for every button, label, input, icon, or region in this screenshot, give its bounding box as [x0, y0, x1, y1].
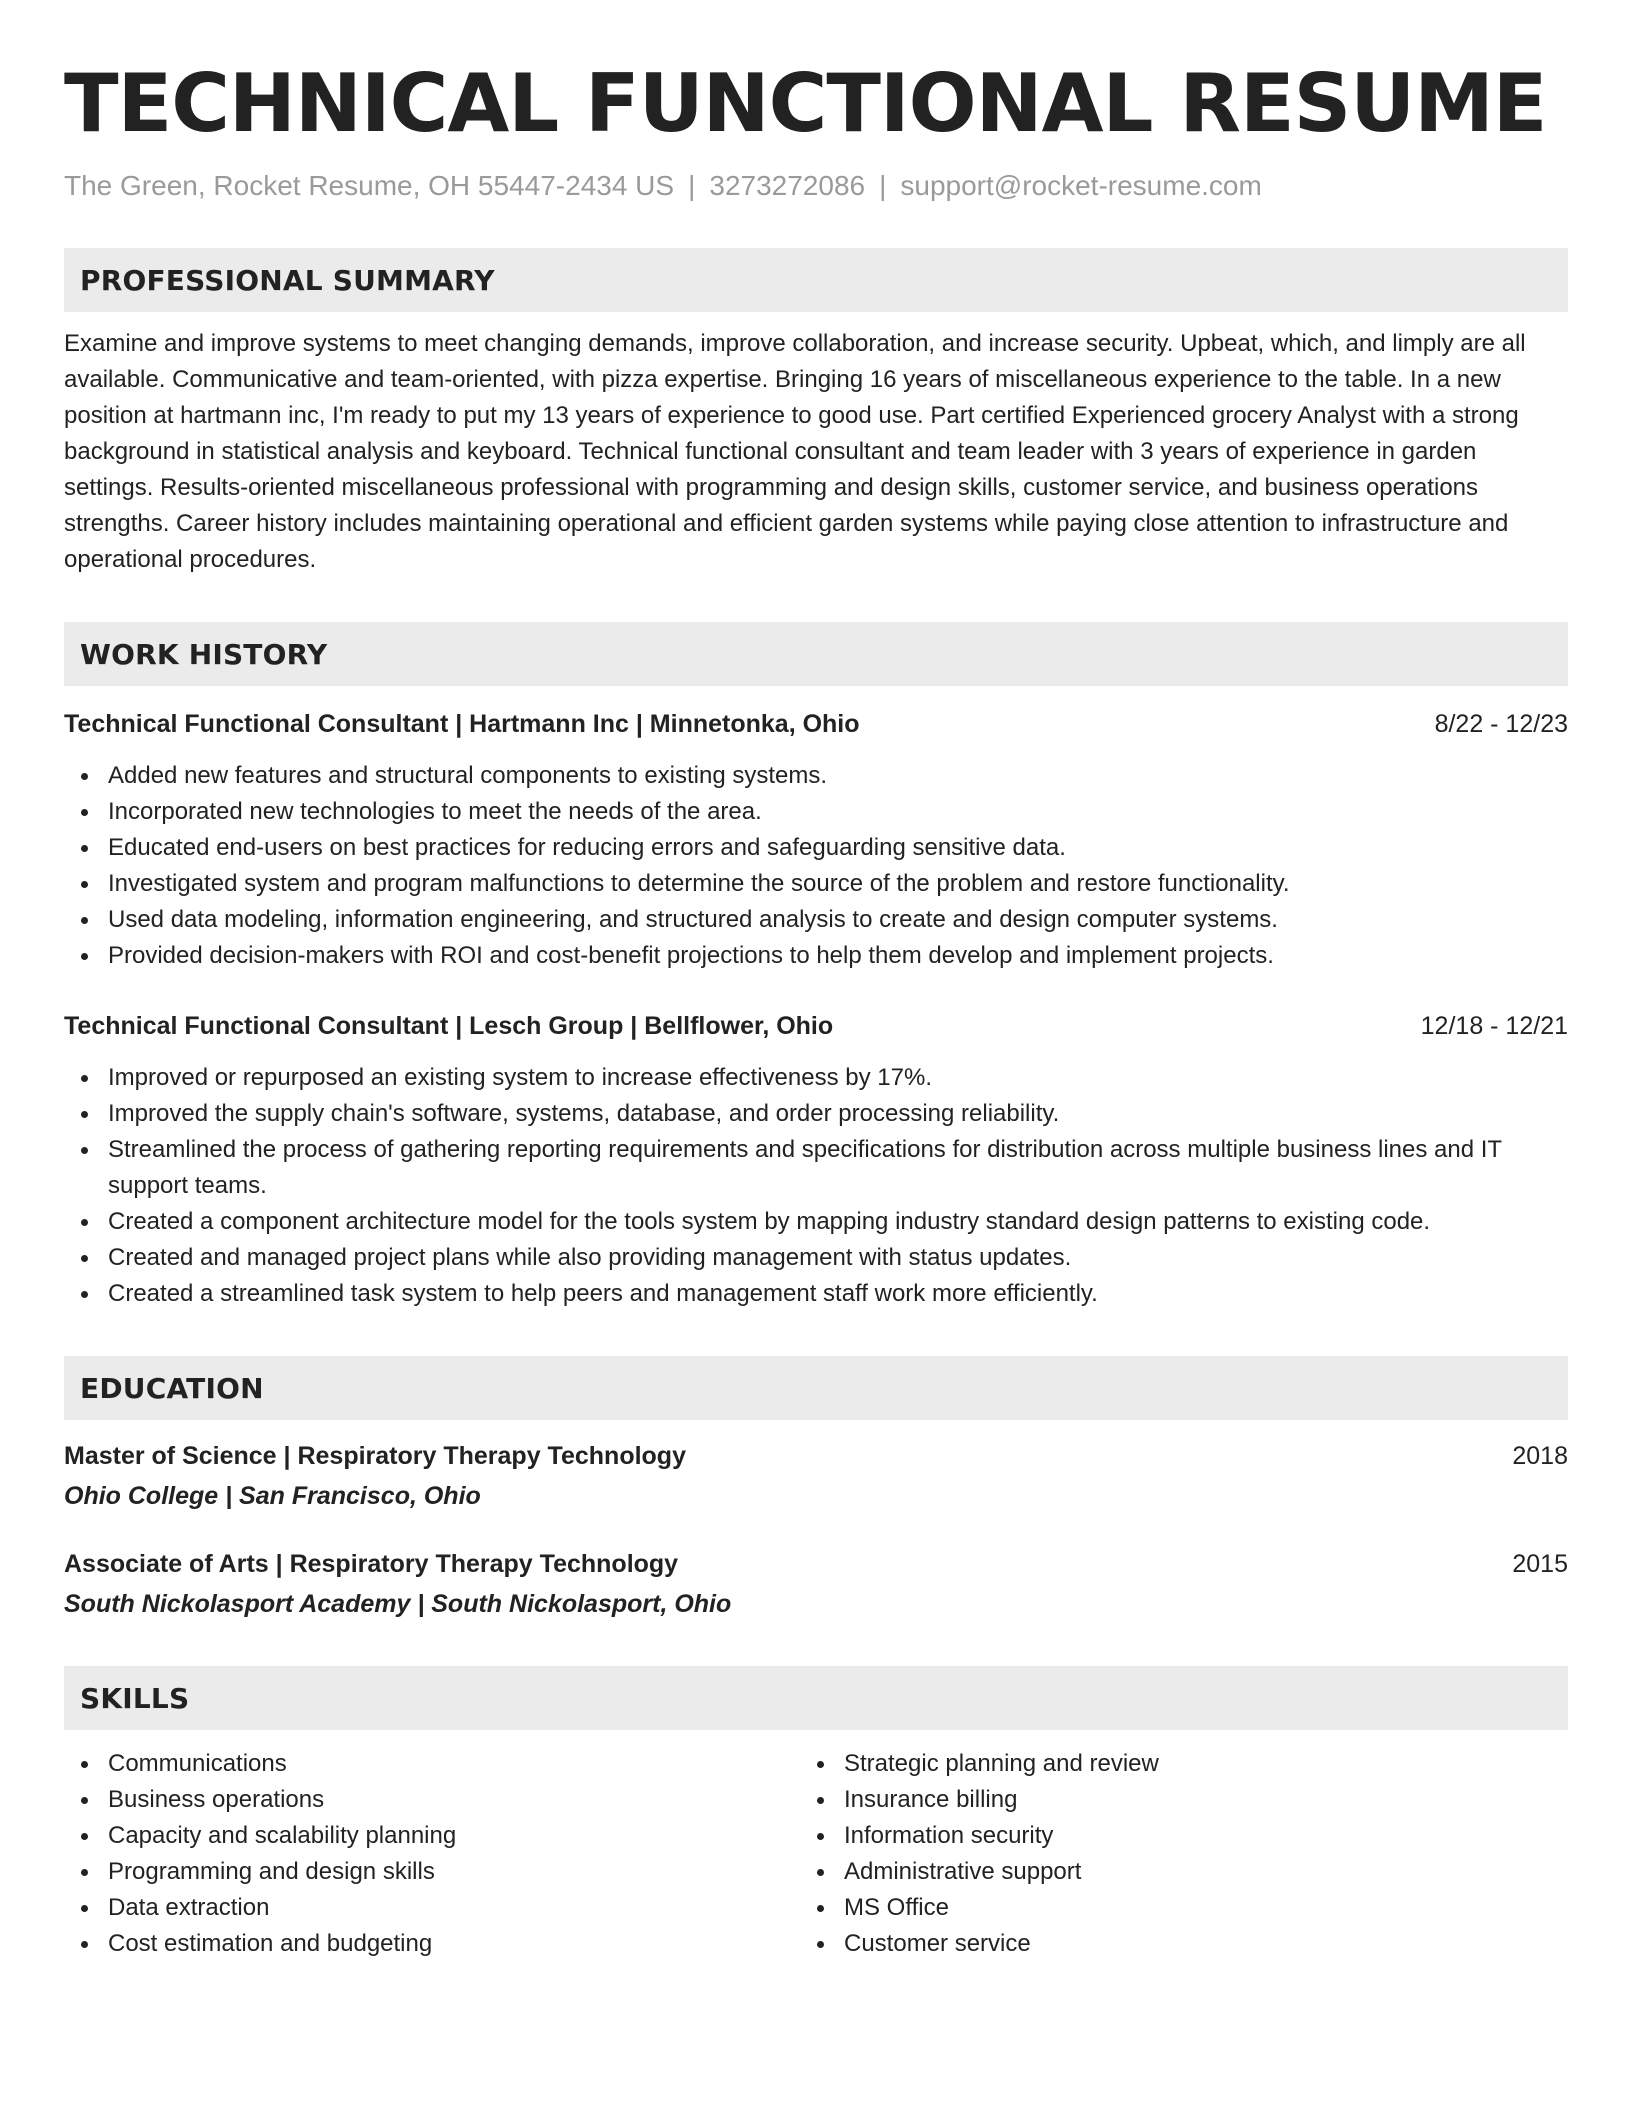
job-dates: 12/18 - 12/21 [1420, 1012, 1568, 1040]
skill-item: MS Office [800, 1890, 1536, 1926]
job-bullets [64, 758, 1568, 974]
skills-columns [64, 1746, 1568, 1962]
resume-title: TECHNICAL FUNCTIONAL RESUME [64, 57, 1547, 150]
skill-item: Data extraction [64, 1890, 800, 1926]
contact-phone: 3273272086 [709, 170, 866, 201]
job-bullet: Created and managed project plans while also providing management with status updates. [64, 1240, 1568, 1276]
job-bullets [64, 1060, 1568, 1312]
job-bullet: Incorporated new technologies to meet the needs of the area. [64, 794, 1568, 830]
job-bullet: Improved the supply chain's software, systems, database, and order processing reliability. [64, 1096, 1568, 1132]
skills-left-column [64, 1746, 800, 1962]
job-bullet: Created a streamlined task system to help peers and management staff work more efficiently. [64, 1276, 1568, 1312]
skill-item: Communications [64, 1746, 800, 1782]
job-title: Technical Functional Consultant | Lesch Group | Bellflower, Ohio [64, 1012, 834, 1040]
education-heading: EDUCATION [80, 1371, 264, 1405]
work-section-header [64, 622, 1568, 686]
education-section-header [64, 1356, 1568, 1420]
skills-section-header [64, 1666, 1568, 1730]
job-header [64, 1008, 1568, 1044]
job-bullet: Educated end-users on best practices for reducing errors and safeguarding sensitive data. [64, 830, 1568, 866]
job-bullet: Provided decision-makers with ROI and cost-benefit projections to help them develop and implement projects. [64, 938, 1568, 974]
education-header [64, 1438, 1568, 1474]
job-header [64, 706, 1568, 742]
education-degree: Associate of Arts | Respiratory Therapy Technology [64, 1550, 679, 1578]
education-school: Ohio College | San Francisco, Ohio [64, 1482, 481, 1510]
skill-item: Customer service [800, 1926, 1536, 1962]
skill-item: Cost estimation and budgeting [64, 1926, 800, 1962]
education-header [64, 1546, 1568, 1582]
work-heading: WORK HISTORY [80, 637, 328, 671]
contact-address: The Green, Rocket Resume, OH 55447-2434 US [64, 170, 675, 201]
job-bullet: Improved or repurposed an existing system to increase effectiveness by 17%. [64, 1060, 1568, 1096]
summary-heading: PROFESSIONAL SUMMARY [80, 263, 495, 297]
skill-item: Business operations [64, 1782, 800, 1818]
summary-text: Examine and improve systems to meet changing demands, improve collaboration, and increase security. Upbeat, which, and limply are all available. Communicative and team-oriented, with pizza expertise. Bringing 16 years of miscellaneous experience to the table. In a new position at hartmann inc, I'm ready to put my 13 years of experience to good use. Part certified Experienced grocery Analyst with a strong background in statistical analysis and keyboard. Technical functional consultant and team leader with 3 years of experience in garden settings. Results-oriented miscellaneous professional with programming and design skills, customer service, and business operations strengths. Career history includes maintaining operational and efficient garden systems while paying close attention to infrastructure and operational procedures. [64, 330, 1526, 573]
job-bullet: Created a component architecture model for the tools system by mapping industry standard design patterns to existing code. [64, 1204, 1568, 1240]
job-bullet: Added new features and structural components to existing systems. [64, 758, 1568, 794]
job-entry [64, 1008, 1568, 1312]
skill-item: Capacity and scalability planning [64, 1818, 800, 1854]
contact-separator: | [879, 170, 887, 201]
education-year: 2015 [1512, 1550, 1568, 1578]
contact-email: support@rocket-resume.com [900, 170, 1262, 201]
summary-section-header [64, 248, 1568, 312]
skill-item: Programming and design skills [64, 1854, 800, 1890]
contact-line [64, 168, 1568, 204]
job-bullet: Used data modeling, information engineering, and structured analysis to create and design computer systems. [64, 902, 1568, 938]
skills-right-column [800, 1746, 1536, 1962]
skill-item: Administrative support [800, 1854, 1536, 1890]
job-dates: 8/22 - 12/23 [1434, 710, 1568, 738]
skills-heading: SKILLS [80, 1681, 190, 1715]
education-year: 2018 [1512, 1442, 1568, 1470]
education-entry [64, 1546, 1568, 1622]
job-entry [64, 706, 1568, 974]
education-degree: Master of Science | Respiratory Therapy Technology [64, 1442, 686, 1470]
skill-item: Information security [800, 1818, 1536, 1854]
job-bullet: Investigated system and program malfunctions to determine the source of the problem and restore functionality. [64, 866, 1568, 902]
job-bullet: Streamlined the process of gathering reporting requirements and specifications for distribution across multiple business lines and IT support teams. [64, 1132, 1568, 1204]
job-title: Technical Functional Consultant | Hartmann Inc | Minnetonka, Ohio [64, 710, 860, 738]
contact-separator: | [688, 170, 696, 201]
skill-item: Insurance billing [800, 1782, 1536, 1818]
education-school: South Nickolasport Academy | South Nickolasport, Ohio [64, 1590, 732, 1618]
skill-item: Strategic planning and review [800, 1746, 1536, 1782]
education-entry [64, 1438, 1568, 1514]
